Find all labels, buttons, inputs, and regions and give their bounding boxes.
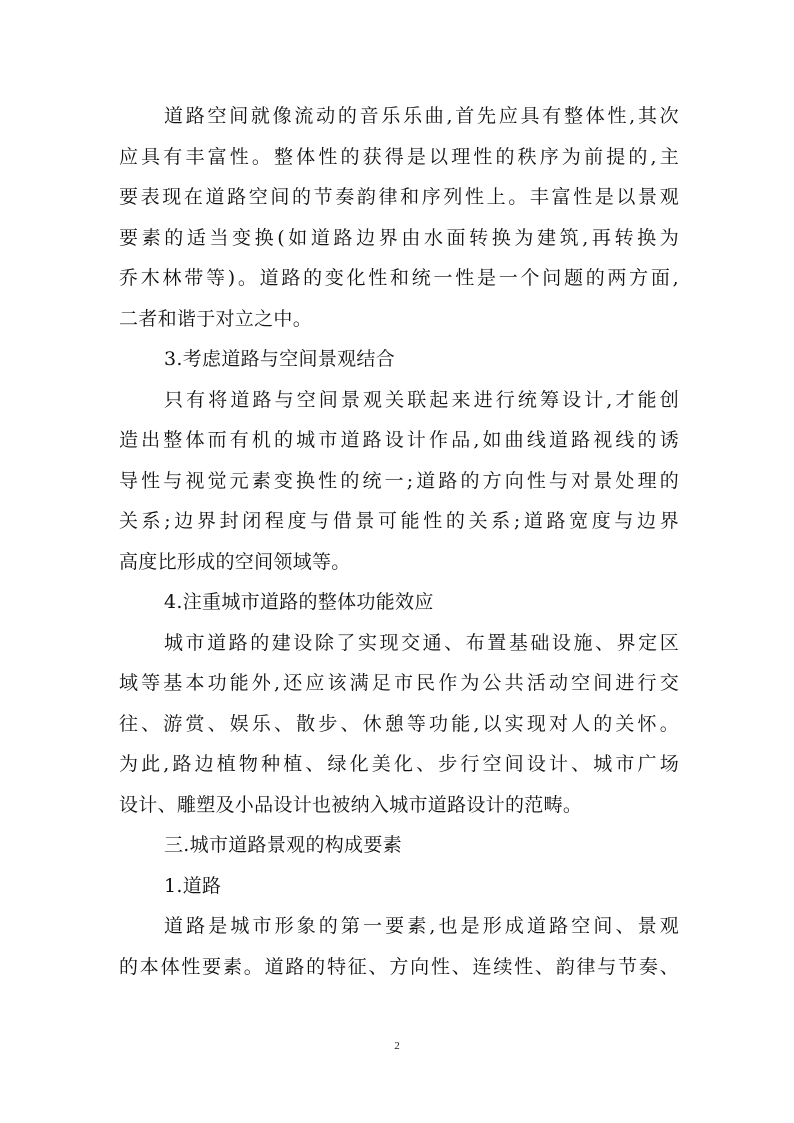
text-line: 只有将道路与空间景观关联起来进行统筹设计,才能创 — [164, 388, 679, 411]
text-line: 为此,路边植物种植、绿化美化、步行空间设计、城市广场 — [119, 753, 679, 775]
text-line: 应具有丰富性。整体性的获得是以理性的秩序为前提的,主 — [119, 145, 679, 168]
body-text — [119, 96, 679, 987]
text-line: 道路是城市形象的第一要素,也是形成道路空间、景观 — [164, 915, 679, 937]
text-line: 导性与视觉元素变换性的统一;道路的方向性与对景处理的 — [119, 469, 679, 492]
text-line: 乔木林带等)。道路的变化性和统一性是一个问题的两方面, — [119, 267, 679, 289]
section-heading: 3.考虑道路与空间景观结合 — [164, 348, 396, 370]
text-line: 域等基本功能外,还应该满足市民作为公共活动空间进行交 — [119, 672, 679, 694]
text-line: 的本体性要素。道路的特征、方向性、连续性、韵律与节奏、 — [119, 955, 679, 978]
chapter-heading: 三.城市道路景观的构成要素 — [164, 834, 402, 856]
text-line: 要素的适当变换(如道路边界由水面转换为建筑,再转换为 — [119, 226, 679, 249]
text-line: 往、游赏、娱乐、散步、休憩等功能,以实现对人的关怀。 — [119, 712, 679, 735]
page-number: 2 — [394, 1040, 400, 1052]
text-line: 设计、雕塑及小品设计也被纳入城市道路设计的范畴。 — [119, 793, 583, 816]
section-heading: 4.注重城市道路的整体功能效应 — [164, 591, 434, 613]
section-heading: 1.道路 — [164, 874, 222, 897]
text-line: 二者和谐于对立之中。 — [119, 307, 313, 330]
text-line: 道路空间就像流动的音乐乐曲,首先应具有整体性,其次 — [164, 105, 679, 127]
text-line: 城市道路的建设除了实现交通、布置基础设施、界定区 — [164, 631, 679, 654]
text-line: 造出整体而有机的城市道路设计作品,如曲线道路视线的诱 — [119, 429, 679, 451]
text-line: 要表现在道路空间的节奏韵律和序列性上。丰富性是以景观 — [119, 186, 679, 208]
text-line: 高度比形成的空间领域等。 — [119, 550, 351, 573]
text-line: 关系;边界封闭程度与借景可能性的关系;道路宽度与边界 — [119, 510, 679, 532]
